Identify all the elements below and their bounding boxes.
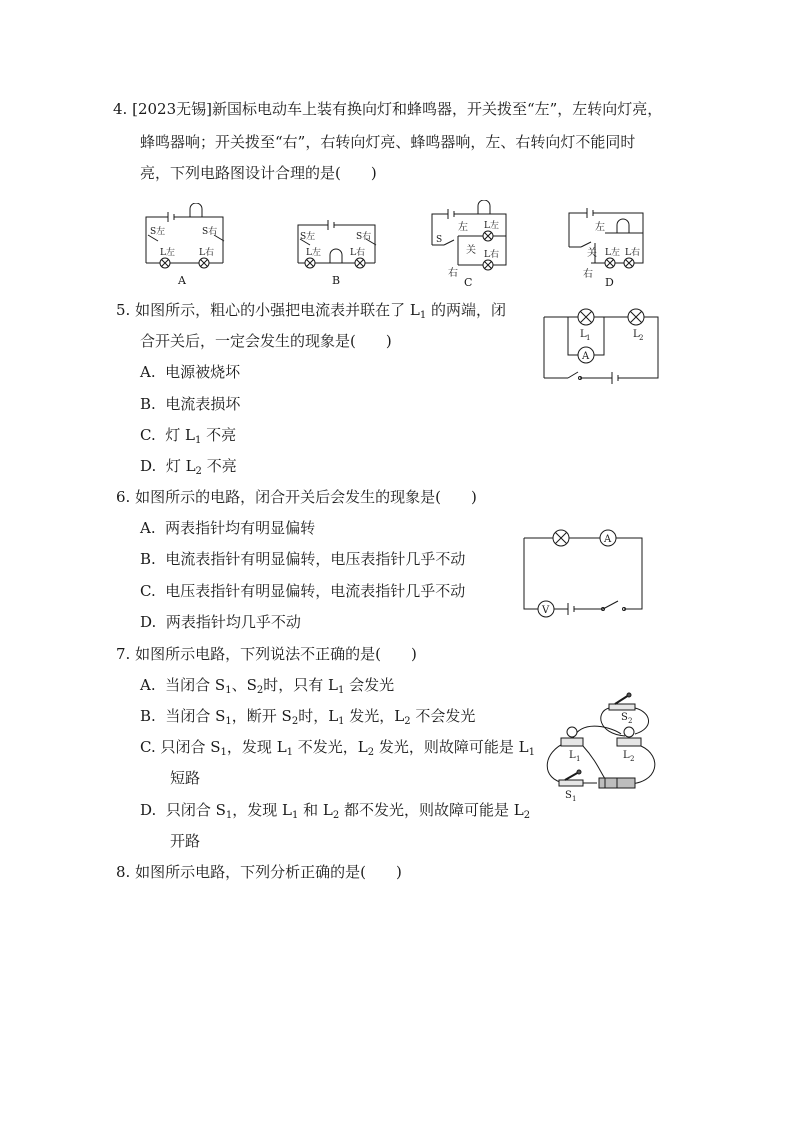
svg-text:1: 1 [586,334,591,342]
q7-option-a[interactable]: A. 当闭合 $S_1$、$S_2$时，只有 $L_1$ 会发光 [140,676,395,696]
q7-circuit-photo [543,688,665,806]
q7-option-d-wrap: 开路 [170,832,201,850]
q6-option-b[interactable]: B. 电流表指针有明显偏转，电压表指针几乎不动 [140,550,466,568]
q7-option-d[interactable]: D. 只闭合 $S_1$，发现 $L_1$ 和 $L_2$ 都不发光，则故障可能是 $L_2$ [140,801,531,821]
svg-text:S右: S右 [356,232,372,242]
q4-number: 4. [113,100,128,118]
q5-option-a[interactable]: A. 电源被烧坏 [140,363,241,381]
q5-circuit-diagram [538,305,666,385]
q6-voltmeter: V [542,605,550,616]
svg-text:左: 左 [458,222,468,233]
svg-text:左: 左 [595,222,605,233]
svg-text:L左: L左 [605,248,620,258]
q4-stem-2: 蜂鸣器响；开关拨至“右”，右转向灯亮、蜂鸣器响，左、右转向灯不能同时 [140,133,636,151]
q4-label-b: B [332,274,341,287]
svg-text:右: 右 [448,268,458,279]
svg-text:L右: L右 [484,250,499,260]
q7-stem: 如图所示电路，下列说法不正确的是( ) [135,645,417,663]
q5-ammeter: A [582,351,590,362]
q6-ammeter: A [604,534,612,545]
svg-text:L: L [580,329,587,340]
q4-stem-1: [2023无锡]新国标电动车上装有换向灯和蜂鸣器，开关拨至“左”，左转向灯亮， [132,100,663,118]
q7-option-b[interactable]: B. 当闭合 $S_1$，断开 $S_2$时，$L_1$ 发光，$L_2$ 不会发光 [140,707,476,727]
q4a-l-left: L左 [160,248,175,258]
svg-text:2: 2 [628,717,633,725]
svg-text:S: S [621,712,628,723]
q6-line: 6. 如图所示的电路，闭合开关后会发生的现象是( ) [116,488,477,506]
q4-label-c: C [464,276,473,288]
q8-line: 8. 如图所示电路，下列分析正确的是( ) [116,863,402,881]
svg-text:L右: L右 [350,248,365,258]
svg-text:L右: L右 [625,248,640,258]
q4-diagram-d [565,203,660,288]
q6-option-a[interactable]: A. 两表指针均有明显偏转 [140,519,316,537]
svg-text:S: S [436,235,443,245]
q6-stem: 如图所示的电路，闭合开关后会发生的现象是( ) [135,488,477,506]
svg-text:2: 2 [639,334,644,342]
q6-option-c[interactable]: C. 电压表指针有明显偏转，电流表指针几乎不动 [140,582,466,600]
q4-diagram-b [290,203,380,288]
q4-stem-3: 亮，下列电路图设计合理的是( ) [140,164,377,182]
svg-text:1: 1 [576,755,581,763]
q8-stem: 如图所示电路，下列分析正确的是( ) [135,863,402,881]
svg-text:S左: S左 [300,232,316,242]
svg-text:关: 关 [466,245,476,256]
q4a-s-right: S右 [202,227,218,237]
q5-option-c[interactable]: C. 灯 $L_1$ 不亮 [140,426,237,446]
svg-text:L: L [623,750,630,761]
q4a-s-left: S左 [150,227,166,237]
svg-text:右: 右 [583,269,593,280]
q5-stem-2: 合开关后，一定会发生的现象是( ) [140,332,392,350]
q7-option-c[interactable]: C. 只闭合 $S_1$，发现 $L_1$ 不发光，$L_2$ 发光，则故障可能是 $L_1$ [140,738,536,758]
q5-option-d[interactable]: D. 灯 $L_2$ 不亮 [140,457,237,477]
svg-text:L: L [633,329,640,340]
q5-line1: 5. 如图所示，粗心的小强把电流表并联在了 $L_1$ 的两端，闭 [116,301,506,321]
q6-circuit-diagram [518,525,648,622]
q4a-l-right: L右 [199,248,214,258]
q4-diagram-a [138,203,228,288]
q4-line1 [113,98,662,120]
svg-text:L左: L左 [484,221,499,231]
q6-option-d[interactable]: D. 两表指针均几乎不动 [140,613,301,631]
q4-label-d: D [605,276,614,288]
svg-text:关: 关 [587,248,597,259]
svg-text:L: L [569,750,576,761]
svg-text:1: 1 [572,795,577,803]
svg-text:L左: L左 [306,248,321,258]
svg-text:S: S [565,790,572,801]
q5-option-b[interactable]: B. 电流表损坏 [140,395,241,413]
q4-label-a: A [178,274,186,287]
svg-text:2: 2 [630,755,635,763]
q4-diagram-c [428,200,513,288]
q7-option-c-wrap: 短路 [170,769,201,787]
q7-line: 7. 如图所示电路，下列说法不正确的是( ) [116,645,417,663]
